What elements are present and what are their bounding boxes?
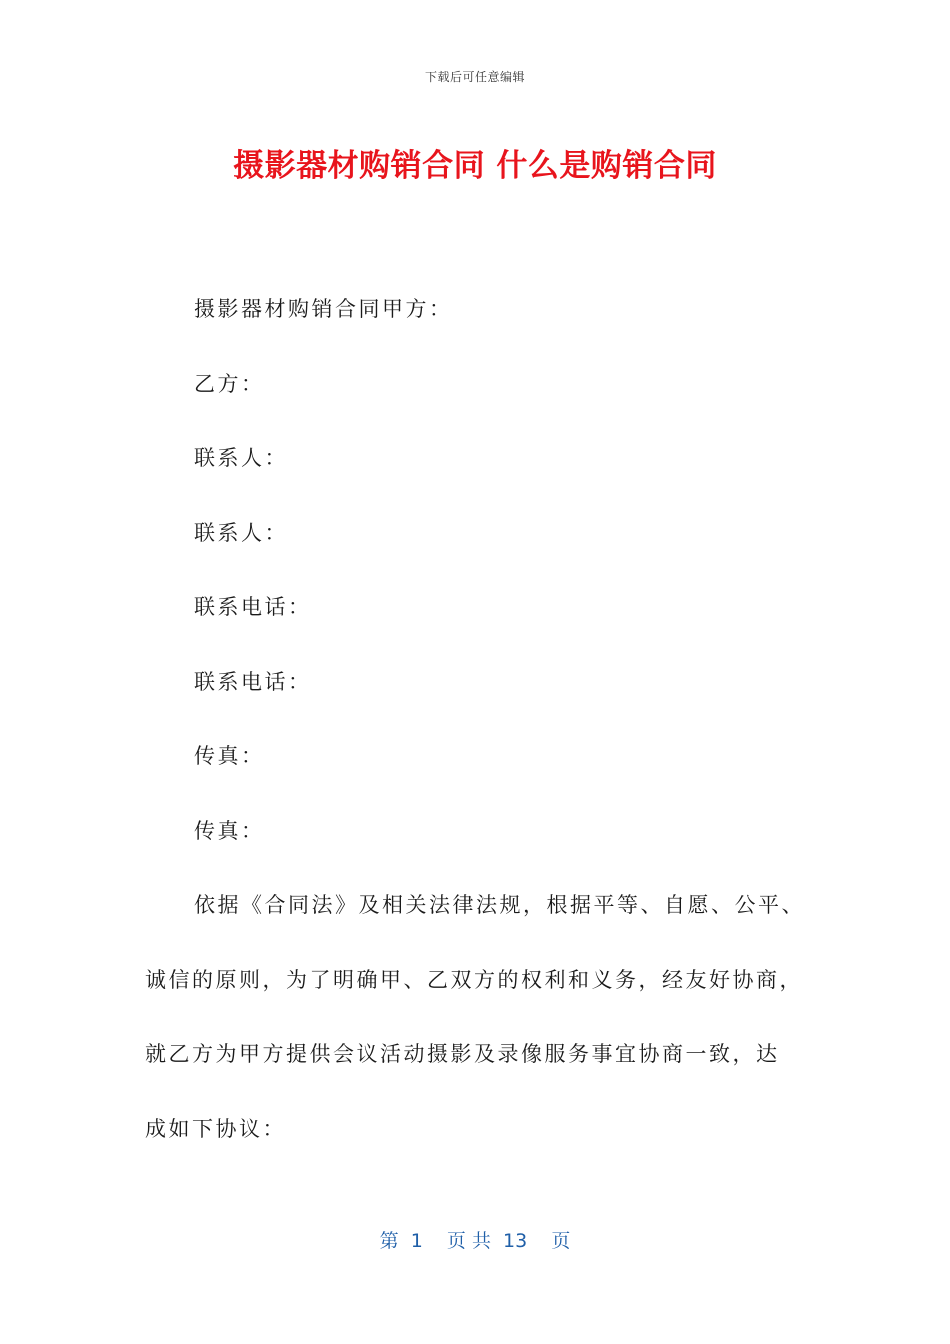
contact-phone-line: 联系电话：: [194, 595, 312, 619]
paragraph-line: 依据《合同法》及相关法律法规，根据平等、自愿、公平、: [194, 893, 805, 917]
contact-person-line: 联系人：: [194, 446, 288, 470]
party-a-line: 摄影器材购销合同甲方：: [194, 297, 453, 321]
paragraph-line: 诚信的原则，为了明确甲、乙双方的权利和义务，经友好协商，: [145, 967, 803, 992]
page-number-footer: 第 1 页 共 13 页: [379, 1230, 571, 1252]
fax-line: 传真：: [194, 818, 265, 843]
header-note: 下载后可任意编辑: [424, 70, 525, 84]
agreement-paragraph: [145, 868, 815, 1166]
document-body: [145, 272, 815, 1166]
paragraph-line: 成如下协议：: [145, 1116, 286, 1141]
fax-line: 传真：: [194, 744, 265, 768]
contact-phone-line: 联系电话：: [194, 669, 312, 694]
document-title: 摄影器材购销合同 什么是购销合同: [233, 148, 717, 184]
party-b-line: 乙方：: [194, 371, 265, 396]
contact-person-line: 联系人：: [194, 520, 288, 545]
paragraph-line: 就乙方为甲方提供会议活动摄影及录像服务事宜协商一致，达: [145, 1042, 780, 1066]
